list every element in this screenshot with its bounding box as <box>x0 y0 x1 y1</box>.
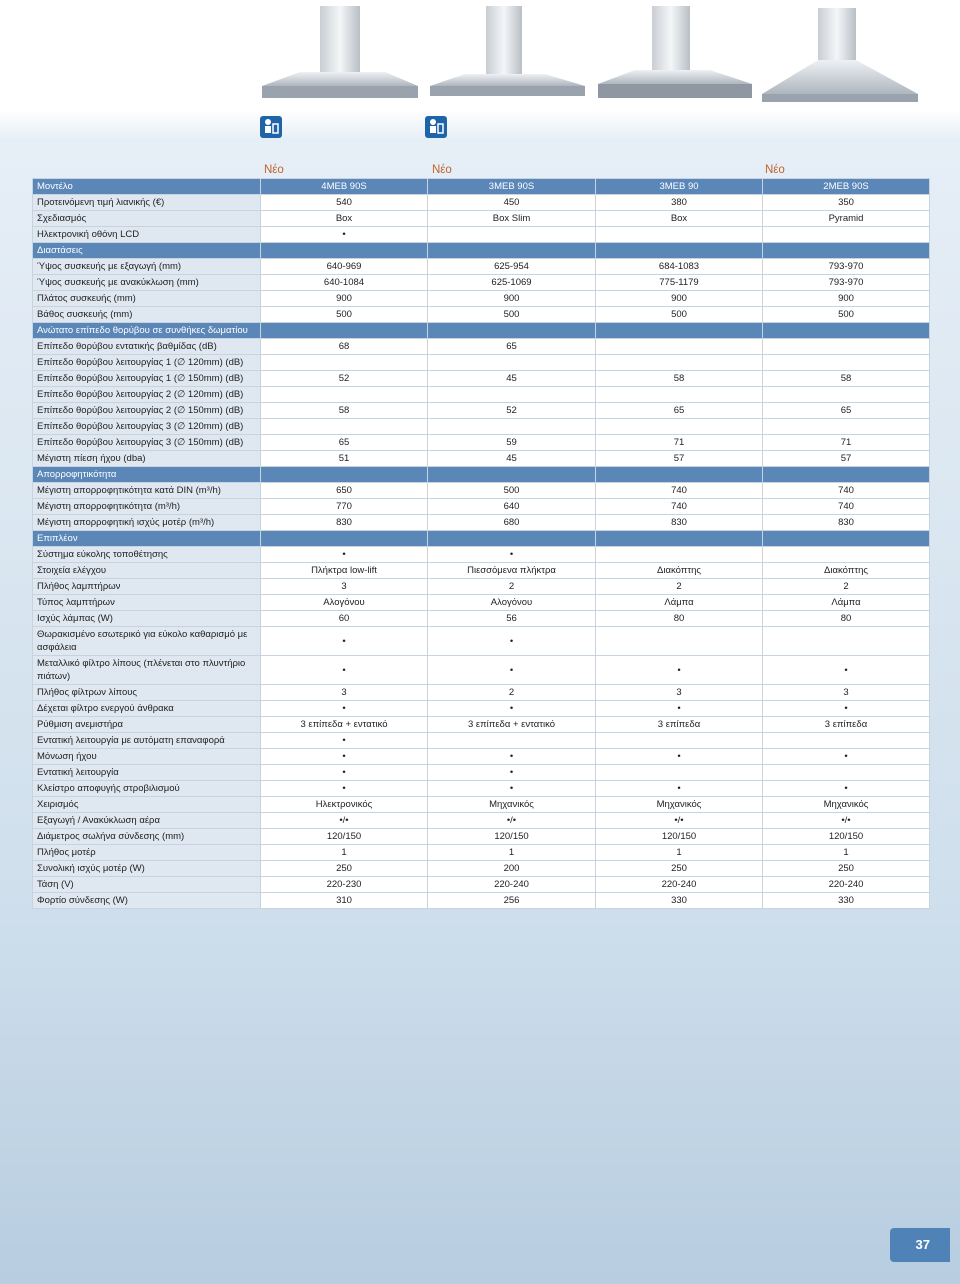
hood-2meb-90s <box>762 8 918 102</box>
cell-value: •/• <box>763 813 930 829</box>
row-label: Εντατική λειτουργία με αυτόματη επαναφορά <box>33 733 261 749</box>
cell-value: 1 <box>596 845 763 861</box>
cell-value: 2 <box>428 685 596 701</box>
cell-value: Μηχανικός <box>763 797 930 813</box>
cell-value: 310 <box>261 893 428 909</box>
row-label: Πλήθος φίλτρων λίπους <box>33 685 261 701</box>
section-filler <box>428 323 596 339</box>
table-row <box>33 627 930 656</box>
cell-value: 1 <box>261 845 428 861</box>
section-filler <box>763 467 930 483</box>
cell-value: Πλήκτρα low-lift <box>261 563 428 579</box>
row-label: Διάμετρος σωλήνα σύνδεσης (mm) <box>33 829 261 845</box>
table-row <box>33 717 930 733</box>
table-row <box>33 656 930 685</box>
page-number: 37 <box>890 1228 950 1262</box>
new-label: Νέο <box>765 164 785 176</box>
cell-value: 900 <box>763 291 930 307</box>
cell-value: 2 <box>596 579 763 595</box>
cell-value: 3 επίπεδα <box>763 717 930 733</box>
cell-value: 52 <box>428 403 596 419</box>
cell-value <box>428 733 596 749</box>
cell-value: 830 <box>261 515 428 531</box>
cell-value <box>763 765 930 781</box>
cell-value: 68 <box>261 339 428 355</box>
table-row <box>33 403 930 419</box>
cell-value <box>596 547 763 563</box>
row-label: Μέγιστη απορροφητικότητα (m³/h) <box>33 499 261 515</box>
cell-value: • <box>261 227 428 243</box>
section-filler <box>763 531 930 547</box>
model-name: 3MEB 90S <box>428 179 596 195</box>
cell-value <box>763 339 930 355</box>
row-label: Πλήθος μοτέρ <box>33 845 261 861</box>
cell-value: 640 <box>428 499 596 515</box>
cell-value: • <box>763 781 930 797</box>
cell-value <box>763 627 930 656</box>
table-row <box>33 579 930 595</box>
cell-value: • <box>428 765 596 781</box>
cell-value: 500 <box>428 307 596 323</box>
row-label: Επίπεδο θορύβου λειτουργίας 3 (∅ 150mm) (dB) <box>33 435 261 451</box>
cell-value <box>596 355 763 371</box>
cell-value <box>596 227 763 243</box>
table-row <box>33 195 930 211</box>
cell-value: 57 <box>763 451 930 467</box>
header-label: Μοντέλο <box>33 179 261 195</box>
cell-value <box>596 339 763 355</box>
new-label: Νέο <box>264 164 284 176</box>
cell-value <box>261 419 428 435</box>
cell-value: 3 επίπεδα <box>596 717 763 733</box>
cell-value: Ηλεκτρονικός <box>261 797 428 813</box>
cell-value: 3 <box>261 685 428 701</box>
cell-value: 640-1084 <box>261 275 428 291</box>
row-label: Χειρισμός <box>33 797 261 813</box>
cell-value: 220-240 <box>428 877 596 893</box>
cell-value: 350 <box>763 195 930 211</box>
table-row <box>33 435 930 451</box>
table-row <box>33 781 930 797</box>
row-label: Επίπεδο θορύβου λειτουργίας 2 (∅ 120mm) (dB) <box>33 387 261 403</box>
table-row <box>33 387 930 403</box>
cell-value: 2 <box>428 579 596 595</box>
table-row <box>33 451 930 467</box>
section-filler <box>596 323 763 339</box>
row-label: Μεταλλικό φίλτρο λίπους (πλένεται στο πλυντήριο πιάτων) <box>33 656 261 685</box>
cell-value: 793-970 <box>763 259 930 275</box>
cell-value: 200 <box>428 861 596 877</box>
model-name: 4MEB 90S <box>261 179 428 195</box>
row-label: Σχεδιασμός <box>33 211 261 227</box>
cell-value: 740 <box>596 499 763 515</box>
cell-value: 220-240 <box>596 877 763 893</box>
cell-value: • <box>596 656 763 685</box>
table-row <box>33 877 930 893</box>
cell-value <box>763 355 930 371</box>
cell-value: • <box>261 627 428 656</box>
cell-value: 65 <box>428 339 596 355</box>
row-label: Σύστημα εύκολης τοποθέτησης <box>33 547 261 563</box>
cell-value: • <box>428 656 596 685</box>
table-row <box>33 701 930 717</box>
row-label: Εξαγωγή / Ανακύκλωση αέρα <box>33 813 261 829</box>
row-label: Πλήθος λαμπτήρων <box>33 579 261 595</box>
row-label: Μέγιστη πίεση ήχου (dba) <box>33 451 261 467</box>
hood-3meb-90 <box>598 6 752 98</box>
cell-value: 58 <box>596 371 763 387</box>
cell-value: Μηχανικός <box>428 797 596 813</box>
table-row <box>33 749 930 765</box>
section-header-row <box>33 467 930 483</box>
cell-value <box>261 387 428 403</box>
cell-value: 500 <box>596 307 763 323</box>
cell-value: 250 <box>763 861 930 877</box>
cell-value: 3 <box>596 685 763 701</box>
cell-value: 250 <box>261 861 428 877</box>
cell-value <box>596 733 763 749</box>
cell-value: 60 <box>261 611 428 627</box>
hood-3meb-90s <box>430 6 585 96</box>
cell-value: 900 <box>428 291 596 307</box>
cell-value: • <box>428 547 596 563</box>
cell-value: • <box>261 749 428 765</box>
cell-value: 120/150 <box>596 829 763 845</box>
cell-value <box>428 387 596 403</box>
cell-value <box>763 227 930 243</box>
section-filler <box>261 467 428 483</box>
feature-badge-icon <box>260 116 282 138</box>
cell-value: • <box>428 781 596 797</box>
row-label: Δέχεται φίλτρο ενεργού άνθρακα <box>33 701 261 717</box>
row-label: Κλείστρο αποφυγής στροβιλισμού <box>33 781 261 797</box>
cell-value: 120/150 <box>428 829 596 845</box>
cell-value: 500 <box>763 307 930 323</box>
section-filler <box>596 467 763 483</box>
cell-value: Box <box>261 211 428 227</box>
row-label: Συνολική ισχύς μοτέρ (W) <box>33 861 261 877</box>
cell-value: 220-230 <box>261 877 428 893</box>
row-label: Τύπος λαμπτήρων <box>33 595 261 611</box>
table-row <box>33 515 930 531</box>
cell-value: 3 επίπεδα + εντατικό <box>428 717 596 733</box>
cell-value: Πιεσσόμενα πλήκτρα <box>428 563 596 579</box>
table-row <box>33 797 930 813</box>
cell-value: Λάμπα <box>596 595 763 611</box>
cell-value: 740 <box>763 483 930 499</box>
cell-value: 900 <box>596 291 763 307</box>
table-row <box>33 499 930 515</box>
cell-value: Διακόπτης <box>763 563 930 579</box>
cell-value: • <box>261 547 428 563</box>
cell-value: Pyramid <box>763 211 930 227</box>
cell-value: 120/150 <box>763 829 930 845</box>
table-row <box>33 685 930 701</box>
cell-value: 220-240 <box>763 877 930 893</box>
cell-value: • <box>261 656 428 685</box>
row-label: Επίπεδο θορύβου λειτουργίας 1 (∅ 120mm) (dB) <box>33 355 261 371</box>
feature-badge-icon <box>425 116 447 138</box>
cell-value <box>596 387 763 403</box>
cell-value: • <box>596 749 763 765</box>
cell-value: Διακόπτης <box>596 563 763 579</box>
specifications-table <box>32 178 930 909</box>
row-label: Ισχύς λάμπας (W) <box>33 611 261 627</box>
row-label: Επίπεδο θορύβου λειτουργίας 1 (∅ 150mm) (dB) <box>33 371 261 387</box>
cell-value: 330 <box>596 893 763 909</box>
cell-value: • <box>261 733 428 749</box>
cell-value: 830 <box>763 515 930 531</box>
section-filler <box>763 323 930 339</box>
section-filler <box>428 467 596 483</box>
cell-value: •/• <box>428 813 596 829</box>
cell-value: 625-954 <box>428 259 596 275</box>
cell-value: 59 <box>428 435 596 451</box>
cell-value: 330 <box>763 893 930 909</box>
cell-value: 3 <box>261 579 428 595</box>
cell-value: 1 <box>763 845 930 861</box>
cell-value: 56 <box>428 611 596 627</box>
cell-value: 71 <box>763 435 930 451</box>
cell-value: 65 <box>261 435 428 451</box>
row-label: Μόνωση ήχου <box>33 749 261 765</box>
cell-value: 740 <box>763 499 930 515</box>
row-label: Επίπεδο θορύβου εντατικής βαθμίδας (dB) <box>33 339 261 355</box>
cell-value: 58 <box>261 403 428 419</box>
cell-value: 830 <box>596 515 763 531</box>
table-row <box>33 765 930 781</box>
cell-value: 250 <box>596 861 763 877</box>
cell-value <box>763 547 930 563</box>
row-label: Ύψος συσκευής με ανακύκλωση (mm) <box>33 275 261 291</box>
table-row <box>33 861 930 877</box>
row-label: Εντατική λειτουργία <box>33 765 261 781</box>
cell-value: 380 <box>596 195 763 211</box>
table-row <box>33 307 930 323</box>
cell-value: 51 <box>261 451 428 467</box>
table-row <box>33 291 930 307</box>
cell-value <box>596 627 763 656</box>
cell-value: • <box>763 701 930 717</box>
cell-value: 57 <box>596 451 763 467</box>
section-filler <box>428 531 596 547</box>
section-title: Απορροφητικότητα <box>33 467 261 483</box>
section-filler <box>428 243 596 259</box>
cell-value: 256 <box>428 893 596 909</box>
cell-value: 500 <box>261 307 428 323</box>
cell-value: 3 <box>763 685 930 701</box>
cell-value: 2 <box>763 579 930 595</box>
row-label: Μέγιστη απορροφητικότητα κατά DIN (m³/h) <box>33 483 261 499</box>
cell-value: • <box>428 627 596 656</box>
cell-value: 65 <box>596 403 763 419</box>
row-label: Ηλεκτρονική οθόνη LCD <box>33 227 261 243</box>
model-name: 3MEB 90 <box>596 179 763 195</box>
cell-value <box>596 419 763 435</box>
section-header-row <box>33 243 930 259</box>
cell-value: •/• <box>596 813 763 829</box>
table-row <box>33 733 930 749</box>
cell-value: • <box>596 701 763 717</box>
cell-value <box>596 765 763 781</box>
cell-value: 120/150 <box>261 829 428 845</box>
table-row <box>33 813 930 829</box>
cell-value: • <box>261 781 428 797</box>
cell-value: Box <box>596 211 763 227</box>
cell-value: 625-1069 <box>428 275 596 291</box>
row-label: Επίπεδο θορύβου λειτουργίας 2 (∅ 150mm) (dB) <box>33 403 261 419</box>
section-title: Ανώτατο επίπεδο θορύβου σε συνθήκες δωματίου <box>33 323 261 339</box>
product-illustrations <box>0 0 960 130</box>
cell-value: Αλογόνου <box>428 595 596 611</box>
cell-value: • <box>763 749 930 765</box>
row-label: Στοιχεία ελέγχου <box>33 563 261 579</box>
cell-value: 775-1179 <box>596 275 763 291</box>
cell-value: 80 <box>763 611 930 627</box>
row-label: Μέγιστη απορροφητική ισχύς μοτέρ (m³/h) <box>33 515 261 531</box>
cell-value: 71 <box>596 435 763 451</box>
section-title: Διαστάσεις <box>33 243 261 259</box>
table-row <box>33 595 930 611</box>
model-name: 2MEB 90S <box>763 179 930 195</box>
cell-value: 650 <box>261 483 428 499</box>
cell-value: •/• <box>261 813 428 829</box>
row-label: Φορτίο σύνδεσης (W) <box>33 893 261 909</box>
cell-value: 3 επίπεδα + εντατικό <box>261 717 428 733</box>
table-row <box>33 371 930 387</box>
hood-4meb-90s <box>262 6 418 98</box>
cell-value: 80 <box>596 611 763 627</box>
cell-value: 1 <box>428 845 596 861</box>
cell-value: 450 <box>428 195 596 211</box>
table-row <box>33 339 930 355</box>
row-label: Προτεινόμενη τιμή λιανικής (€) <box>33 195 261 211</box>
table-row <box>33 483 930 499</box>
cell-value: 540 <box>261 195 428 211</box>
table-row <box>33 419 930 435</box>
table-row <box>33 259 930 275</box>
table-row <box>33 275 930 291</box>
cell-value <box>763 733 930 749</box>
cell-value: 900 <box>261 291 428 307</box>
table-row <box>33 845 930 861</box>
table-row <box>33 563 930 579</box>
row-label: Τάση (V) <box>33 877 261 893</box>
cell-value: Box Slim <box>428 211 596 227</box>
cell-value: • <box>428 749 596 765</box>
section-filler <box>596 243 763 259</box>
cell-value: 680 <box>428 515 596 531</box>
section-filler <box>763 243 930 259</box>
table-row <box>33 211 930 227</box>
cell-value: Μηχανικός <box>596 797 763 813</box>
cell-value: 45 <box>428 371 596 387</box>
cell-value: 45 <box>428 451 596 467</box>
cell-value: 793-970 <box>763 275 930 291</box>
section-header-row <box>33 531 930 547</box>
table-header-row <box>33 179 930 195</box>
table-row <box>33 227 930 243</box>
table-row <box>33 547 930 563</box>
new-label: Νέο <box>432 164 452 176</box>
cell-value: • <box>428 701 596 717</box>
cell-value: 740 <box>596 483 763 499</box>
section-filler <box>261 323 428 339</box>
cell-value: 640-969 <box>261 259 428 275</box>
cell-value <box>428 355 596 371</box>
row-label: Ύψος συσκευής με εξαγωγή (mm) <box>33 259 261 275</box>
cell-value: 500 <box>428 483 596 499</box>
row-label: Βάθος συσκευής (mm) <box>33 307 261 323</box>
cell-value <box>763 387 930 403</box>
cell-value <box>261 355 428 371</box>
table-row <box>33 611 930 627</box>
cell-value: • <box>261 765 428 781</box>
row-label: Πλάτος συσκευής (mm) <box>33 291 261 307</box>
cell-value: 770 <box>261 499 428 515</box>
section-title: Επιπλέον <box>33 531 261 547</box>
cell-value: 58 <box>763 371 930 387</box>
cell-value: 52 <box>261 371 428 387</box>
cell-value: Λάμπα <box>763 595 930 611</box>
section-filler <box>261 531 428 547</box>
row-label: Θωρακισμένο εσωτερικό για εύκολο καθαρισμό με ασφάλεια <box>33 627 261 656</box>
cell-value <box>428 227 596 243</box>
section-filler <box>261 243 428 259</box>
cell-value: Αλογόνου <box>261 595 428 611</box>
cell-value: 684-1083 <box>596 259 763 275</box>
table-row <box>33 893 930 909</box>
section-header-row <box>33 323 930 339</box>
cell-value: • <box>763 656 930 685</box>
cell-value: 65 <box>763 403 930 419</box>
cell-value: • <box>261 701 428 717</box>
row-label: Επίπεδο θορύβου λειτουργίας 3 (∅ 120mm) (dB) <box>33 419 261 435</box>
table-row <box>33 355 930 371</box>
cell-value <box>428 419 596 435</box>
cell-value: • <box>596 781 763 797</box>
table-row <box>33 829 930 845</box>
row-label: Ρύθμιση ανεμιστήρα <box>33 717 261 733</box>
cell-value <box>763 419 930 435</box>
section-filler <box>596 531 763 547</box>
